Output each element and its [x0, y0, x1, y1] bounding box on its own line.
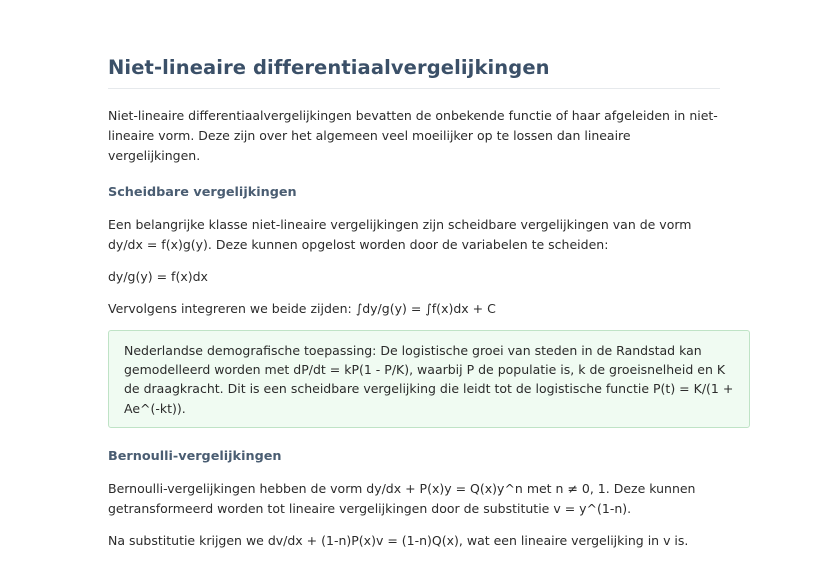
- separable-integration: Vervolgens integreren we beide zijden: ∫dy/g(y) = ∫f(x)dx + C: [108, 301, 496, 316]
- separable-paragraph: Een belangrijke klasse niet-lineaire vergelijkingen zijn scheidbare vergelijkingen van de vorm dy/dx = f(x)g(y). Deze kunnen opgelost worden door de variabelen te scheiden:: [108, 217, 692, 252]
- page-title: Niet-lineaire differentiaalvergelijkingen: [108, 56, 550, 79]
- bernoulli-paragraph: Bernoulli-vergelijkingen hebben de vorm dy/dx + P(x)y = Q(x)y^n met n ≠ 0, 1. Deze kunnen getransformeerd worden tot lineaire vergelijkingen door de substitutie v = y^(1-n).: [108, 480, 696, 516]
- demographic-callout: [108, 330, 750, 428]
- intro-paragraph: Niet-lineaire differentiaalvergelijkingen bevatten de onbekende functie of haar afgeleiden in niet-lineaire vorm. Deze zijn over het algemeen veel moeilijker op te lossen dan lineaire vergelijkingen.: [108, 108, 718, 163]
- callout-text: Nederlandse demografische toepassing: De logistische groei van steden in de Randstad kan gemodelleerd worden met dP/dt = kP(1 - P/K), waarbij P de populatie is, k de groeisnelheid en K de draagkracht. Dit is een scheidbare vergelijking die leidt tot de logistische functie P(t) = K/(1 + Ae^(-kt)).: [124, 343, 734, 416]
- title-divider: [108, 88, 720, 89]
- document-content: [108, 55, 734, 551]
- section-heading-separable: Scheidbare vergelijkingen: [108, 185, 297, 200]
- section-heading-bernoulli: Bernoulli-vergelijkingen: [108, 448, 282, 464]
- separable-formula: dy/g(y) = f(x)dx: [108, 269, 208, 284]
- bernoulli-substitution-paragraph: Na substitutie krijgen we dv/dx + (1-n)P(x)v = (1-n)Q(x), wat een lineaire vergelijking in v is.: [108, 532, 689, 548]
